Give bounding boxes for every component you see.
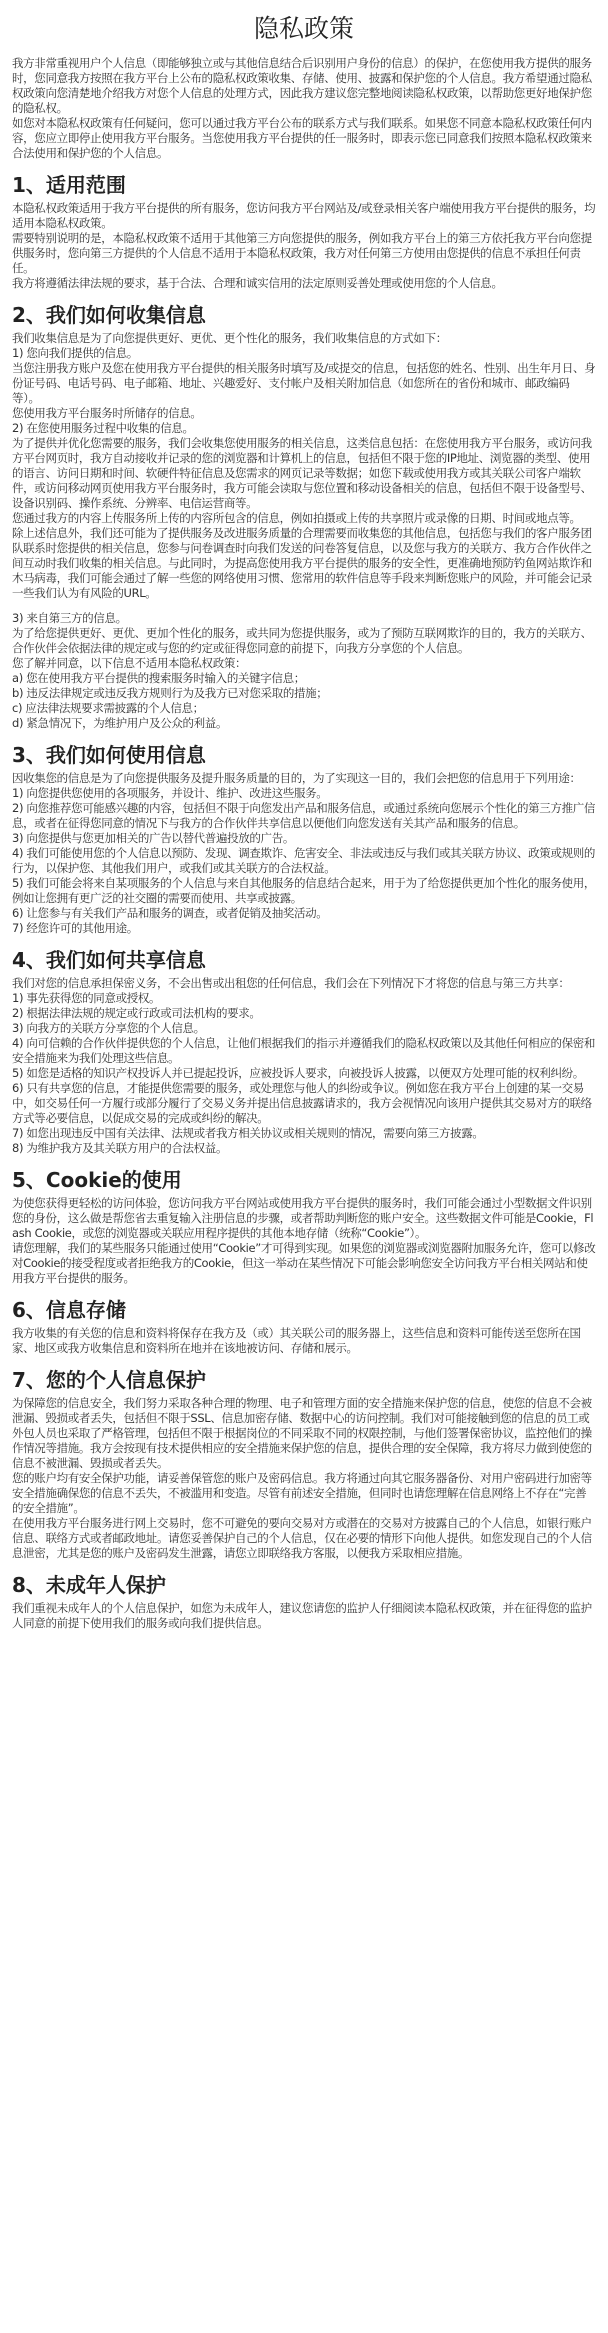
section-protection [12, 1366, 596, 1561]
section-collect [12, 301, 596, 731]
section-title-collect: 2、我们如何收集信息 [12, 303, 206, 327]
section-title-share: 4、我们如何共享信息 [12, 948, 206, 972]
section-minors [12, 1571, 596, 1631]
paragraph: 6) 只有共享您的信息，才能提供您需要的服务，或处理您与他人的纠纷或争议。例如您在我方平台上创建的某一交易中，如交易任何一方履行或部分履行了交易义务并提出信息披露请求的，我方会视情况向该用户提供其交易对方的联络方式等必要信息，以促成交易的完成或纠纷的解决。 [12, 1081, 592, 1125]
paragraph: 为了提供并优化您需要的服务，我们会收集您使用服务的相关信息，这类信息包括：在您使用我方平台服务，或访问我方平台网页时，我方自动接收并记录的您的浏览器和计算机上的信息，包括但不限于您的IP地址、浏览器的类型、使用的语言、访问日期和时间、软硬件特征信息及您需求的网页记录等数据；如您下载或使用我方或其关联公司客户端软件，或访问移动网页使用我方平台服务时，我方可能会读取与您位置和移动设备相关的信息，包括但不限于设备型号、设备识别码、操作系统、分辨率、电信运营商等。 [12, 436, 592, 510]
paragraph: 2) 向您推荐您可能感兴趣的内容，包括但不限于向您发出产品和服务信息，或通过系统向您展示个性化的第三方推广信息，或者在征得您同意的情况下与我方的合作伙伴共享信息以便他们向您发送有关其产品和服务的信息。 [12, 801, 596, 830]
paragraph-gap [12, 601, 596, 611]
intro-section [12, 56, 596, 161]
section-title-protection: 7、您的个人信息保护 [12, 1368, 206, 1392]
paragraph: 2) 根据法律法规的规定或行政或司法机构的要求。 [12, 1006, 261, 1020]
section-storage [12, 1296, 596, 1356]
paragraph: 为了给您提供更好、更优、更加个性化的服务，或共同为您提供服务，或为了预防互联网欺诈的目的，我方的关联方、合作伙伴会依据法律的规定或与您的约定或征得您同意的前提下，向我方分享您的个人信息。 [12, 626, 592, 655]
page-title: 隐私政策 [253, 14, 354, 43]
paragraph: 3) 向您提供与您更加相关的广告以替代普遍投放的广告。 [12, 831, 295, 845]
section-title-minors: 8、未成年人保护 [12, 1573, 166, 1597]
paragraph: 2) 在您使用服务过程中收集的信息。 [12, 421, 194, 435]
paragraph: 1) 事先获得您的同意或授权。 [12, 991, 161, 1005]
paragraph: 1) 您向我们提供的信息。 [12, 346, 138, 360]
section-title-scope: 1、适用范围 [12, 173, 126, 197]
section-use [12, 741, 596, 936]
paragraph: 8) 为维护我方及其关联方用户的合法权益。 [12, 1141, 228, 1155]
paragraph: c) 应法律法规要求需披露的个人信息； [12, 701, 204, 715]
section-title-use: 3、我们如何使用信息 [12, 743, 206, 767]
paragraph: 5) 我们可能会将来自某项服务的个人信息与来自其他服务的信息结合起来，用于为了给您提供更加个性化的服务使用，例如让您拥有更广泛的社交圈的需要而使用、共享或披露。 [12, 876, 596, 905]
paragraph: 1) 向您提供您使用的各项服务，并设计、维护、改进这些服务。 [12, 786, 328, 800]
paragraph: 3) 来自第三方的信息。 [12, 611, 127, 625]
section-title-storage: 6、信息存储 [12, 1298, 126, 1322]
paragraph: 您了解并同意，以下信息不适用本隐私权政策： [12, 656, 247, 670]
paragraph: 您使用我方平台服务时所储存的信息。 [12, 406, 202, 420]
section-cookie [12, 1166, 596, 1286]
intro-paragraph: 如您对本隐私权政策有任何疑问，您可以通过我方平台公布的联系方式与我们联系。如果您不同意本隐私权政策任何内容，您应立即停止使用我方平台服务。当您使用我方平台提供的任一服务时，即表示您已同意我们按照本隐私权政策来合法使用和保护您的个人信息。 [12, 116, 592, 160]
paragraph: b) 违反法律规定或违反我方规则行为及我方已对您采取的措施； [12, 686, 328, 700]
paragraph: 我方收集的有关您的信息和资料将保存在我方及（或）其关联公司的服务器上，这些信息和资料可能传送至您所在国家、地区或我方收集信息和资料所在地并在该地被访问、存储和展示。 [12, 1326, 581, 1355]
paragraph: 我们收集信息是为了向您提供更好、更优、更个性化的服务，我们收集信息的方式如下： [12, 331, 447, 345]
paragraph: 除上述信息外，我们还可能为了提供服务及改进服务质量的合理需要而收集您的其他信息，包括您与我们的客户服务团队联系时您提供的相关信息，您参与问卷调查时向我们发送的问卷答复信息，以及您与我方的关联方、我方合作伙伴之间互动时我们收集的相关信息。与此同时，为提高您使用我方平台提供的服务的安全性，更准确地预防钓鱼网站欺诈和木马病毒，我们可能会通过了解一些您的网络使用习惯、您常用的软件信息等手段来判断您账户的风险，并可能会记录一些我们认为有风险的URL。 [12, 526, 592, 600]
paragraph: 4) 我们可能使用您的个人信息以预防、发现、调查欺诈、危害安全、非法或违反与我们或其关联方协议、政策或规则的行为，以保护您、其他我们用户，或我们或其关联方的合法权益。 [12, 846, 596, 875]
paragraph: 当您注册我方账户及您在使用我方平台提供的相关服务时填写及/或提交的信息，包括您的姓名、性别、出生年月日、身份证号码、电话号码、电子邮箱、地址、兴趣爱好、支付帐户及相关附加信息（如您所在的省份和城市、邮政编码等）。 [12, 361, 596, 405]
paragraph: 本隐私权政策适用于我方平台提供的所有服务，您访问我方平台网站及/或登录相关客户端使用我方平台提供的服务，均适用本隐私权政策。 [12, 201, 596, 230]
paragraph: 3) 向我方的关联方分享您的个人信息。 [12, 1021, 205, 1035]
paragraph: 我方将遵循法律法规的要求，基于合法、合理和诚实信用的法定原则妥善处理或使用您的个人信息。 [12, 276, 503, 290]
section-title-cookie: 5、Cookie的使用 [12, 1168, 182, 1192]
intro-paragraph: 我方非常重视用户个人信息（即能够独立或与其他信息结合后识别用户身份的信息）的保护，在您使用我方提供的服务时，您同意我方按照在我方平台上公布的隐私权政策收集、存储、使用、披露和保护您的个人信息。我方希望通过隐私权政策向您清楚地介绍我方对您个人信息的处理方式，因此我方建议您完整地阅读隐私权政策，以帮助您更好地保护您的隐私权。 [12, 56, 592, 115]
paragraph: 为保障您的信息安全，我们努力采取各种合理的物理、电子和管理方面的安全措施来保护您的信息，使您的信息不会被泄漏、毁损或者丢失，包括但不限于SSL、信息加密存储、数据中心的访问控制。我们对可能接触到您的信息的员工或外包人员也采取了严格管理，包括但不限于根据岗位的不同采取不同的权限控制，与他们签署保密协议，监控他们的操作情况等措施。我方会按现有技术提供相应的安全措施来保护您的信息，提供合理的安全保障，我方将尽力做到使您的信息不被泄漏、毁损或者丢失。 [12, 1396, 592, 1470]
paragraph: 5) 如您是适格的知识产权投诉人并已提起投诉，应被投诉人要求，向被投诉人披露，以便双方处理可能的权利纠纷。 [12, 1066, 584, 1080]
paragraph: 需要特别说明的是，本隐私权政策不适用于其他第三方向您提供的服务，例如我方平台上的第三方依托我方平台向您提供服务时，您向第三方提供的个人信息不适用于本隐私权政策，我方对任何第三方使用由您提供的信息不承担任何责任。 [12, 231, 592, 275]
paragraph: d) 紧急情况下，为维护用户及公众的利益。 [12, 716, 228, 730]
paragraph: 在使用我方平台服务进行网上交易时，您不可避免的要向交易对方或潜在的交易对方披露自己的个人信息，如银行账户信息、联络方式或者邮政地址。请您妥善保护自己的个人信息，仅在必要的情形下向他人提供。如您发现自己的个人信息泄密，尤其是您的账户及密码发生泄露，请您立即联络我方客服，以便我方采取相应措施。 [12, 1516, 592, 1560]
section-share [12, 946, 596, 1156]
paragraph: 为使您获得更轻松的访问体验，您访问我方平台网站或使用我方平台提供的服务时，我们可能会通过小型数据文件识别您的身份，这么做是帮您省去重复输入注册信息的步骤，或者帮助判断您的账户安全。这些数据文件可能是Cookie，Flash Cookie，或您的浏览器或关联应用程序提供的其他本地存储（统称“Cookie”）。 [12, 1196, 594, 1240]
paragraph: 请您理解，我们的某些服务只能通过使用“Cookie”才可得到实现。如果您的浏览器或浏览器附加服务允许，您可以修改对Cookie的接受程度或者拒绝我方的Cookie，但这一举动在某些情况下可能会影响您安全访问我方平台相关网站和使用我方平台提供的服务。 [12, 1241, 596, 1285]
paragraph: 7) 经您许可的其他用途。 [12, 921, 138, 935]
paragraph: 我们重视未成年人的个人信息保护，如您为未成年人，建议您请您的监护人仔细阅读本隐私权政策，并在征得您的监护人同意的前提下使用我们的服务或向我们提供信息。 [12, 1601, 592, 1630]
paragraph: 4) 向可信赖的合作伙伴提供您的个人信息，让他们根据我们的指示并遵循我们的隐私权政策以及其他任何相应的保密和安全措施来为我们处理这些信息。 [12, 1036, 596, 1065]
paragraph: a) 您在使用我方平台提供的搜索服务时输入的关键字信息； [12, 671, 305, 685]
paragraph: 我们对您的信息承担保密义务，不会出售或出租您的任何信息，我们会在下列情况下才将您的信息与第三方共享： [12, 976, 570, 990]
paragraph: 您通过我方的内容上传服务所上传的内容所包含的信息，例如拍摄或上传的共享照片或录像的日期、时间或地点等。 [12, 511, 581, 525]
paragraph: 6) 让您参与有关我们产品和服务的调查，或者促销及抽奖活动。 [12, 906, 328, 920]
section-scope [12, 171, 596, 291]
paragraph: 您的账户均有安全保护功能，请妥善保管您的账户及密码信息。我方将通过向其它服务器备份、对用户密码进行加密等安全措施确保您的信息不丢失，不被滥用和变造。尽管有前述安全措施，但同时也请您理解在信息网络上不存在“完善的安全措施”。 [12, 1471, 592, 1515]
paragraph: 7) 如您出现违反中国有关法律、法规或者我方相关协议或相关规则的情况，需要向第三方披露。 [12, 1126, 484, 1140]
paragraph: 因收集您的信息是为了向您提供服务及提升服务质量的目的，为了实现这一目的，我们会把您的信息用于下列用途： [12, 771, 581, 785]
